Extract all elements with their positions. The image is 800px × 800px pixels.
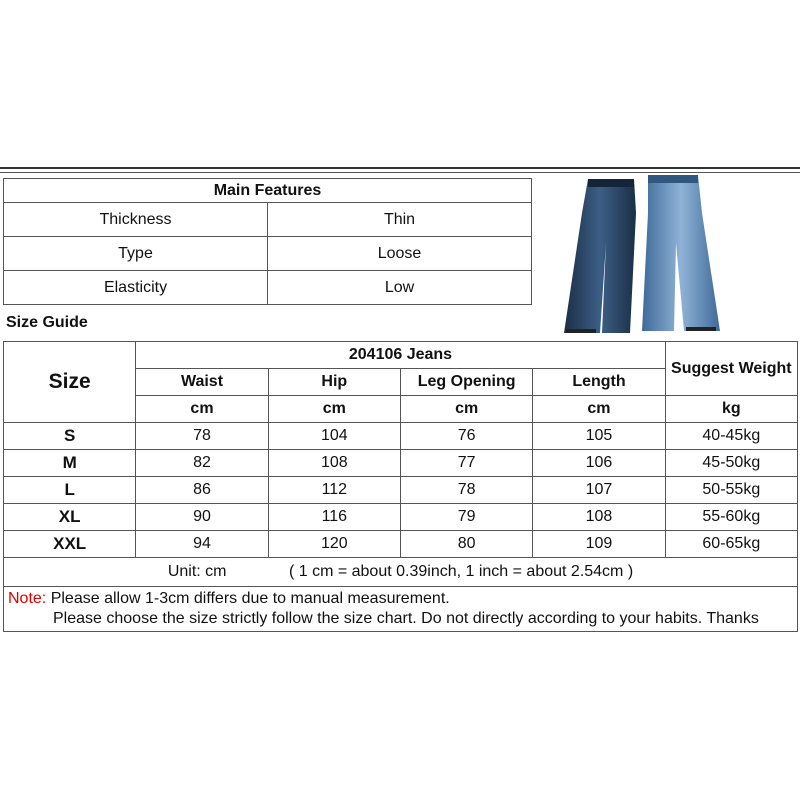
note-label: Note:	[8, 590, 47, 607]
waist-cell: 86	[136, 477, 268, 504]
size-cell: S	[4, 423, 136, 450]
hip-cell: 112	[268, 477, 400, 504]
col-header-hip: Hip	[268, 369, 400, 396]
top-divider	[0, 167, 800, 169]
table-row	[4, 450, 798, 477]
feature-row	[4, 237, 532, 271]
size-guide-title: Size Guide	[6, 314, 88, 331]
main-features-title: Main Features	[4, 179, 532, 203]
table-row	[4, 531, 798, 558]
leg-cell: 79	[400, 504, 532, 531]
unit-conversion-row	[4, 558, 798, 587]
size-cell: M	[4, 450, 136, 477]
feature-value: Loose	[268, 237, 532, 271]
unit-cell: cm	[136, 396, 268, 423]
weight-header: Suggest Weight	[665, 342, 797, 396]
size-cell: XL	[4, 504, 136, 531]
note-block	[4, 587, 798, 632]
unit-cell: cm	[400, 396, 532, 423]
weight-cell: 40-45kg	[665, 423, 797, 450]
length-cell: 106	[533, 450, 665, 477]
hip-cell: 116	[268, 504, 400, 531]
jeans-product-photo	[556, 173, 770, 335]
feature-value: Thin	[268, 203, 532, 237]
leg-cell: 77	[400, 450, 532, 477]
note-line-1	[8, 589, 793, 609]
note-text-1: Please allow 1-3cm differs due to manual measurement.	[46, 590, 450, 607]
size-cell: L	[4, 477, 136, 504]
unit-cell: cm	[533, 396, 665, 423]
col-header-length: Length	[533, 369, 665, 396]
size-column-header: Size	[4, 342, 136, 423]
waist-cell: 90	[136, 504, 268, 531]
length-cell: 105	[533, 423, 665, 450]
length-cell: 107	[533, 477, 665, 504]
weight-cell: 45-50kg	[665, 450, 797, 477]
conversion-text: ( 1 cm = about 0.39inch, 1 inch = about 2.54cm )	[288, 563, 634, 580]
unit-cell: cm	[268, 396, 400, 423]
leg-cell: 80	[400, 531, 532, 558]
leg-cell: 78	[400, 477, 532, 504]
hip-cell: 120	[268, 531, 400, 558]
col-header-leg-opening: Leg Opening	[400, 369, 532, 396]
waist-cell: 82	[136, 450, 268, 477]
main-features-table	[3, 178, 532, 305]
feature-label: Thickness	[4, 203, 268, 237]
feature-label: Elasticity	[4, 271, 268, 305]
hip-cell: 108	[268, 450, 400, 477]
feature-row	[4, 203, 532, 237]
table-row	[4, 477, 798, 504]
leg-cell: 76	[400, 423, 532, 450]
product-header: 204106 Jeans	[136, 342, 665, 369]
weight-cell: 50-55kg	[665, 477, 797, 504]
length-cell: 109	[533, 531, 665, 558]
col-header-waist: Waist	[136, 369, 268, 396]
waist-cell: 78	[136, 423, 268, 450]
length-cell: 108	[533, 504, 665, 531]
size-cell: XXL	[4, 531, 136, 558]
table-row	[4, 423, 798, 450]
weight-cell: 55-60kg	[665, 504, 797, 531]
feature-label: Type	[4, 237, 268, 271]
table-row	[4, 504, 798, 531]
feature-value: Low	[268, 271, 532, 305]
weight-unit-cell: kg	[665, 396, 797, 423]
unit-text: Unit: cm	[167, 563, 227, 580]
size-guide-table	[3, 341, 798, 632]
waist-cell: 94	[136, 531, 268, 558]
feature-row	[4, 271, 532, 305]
weight-cell: 60-65kg	[665, 531, 797, 558]
note-text-2: Please choose the size strictly follow the size chart. Do not directly according to your habits. Thanks	[53, 610, 759, 627]
hip-cell: 104	[268, 423, 400, 450]
